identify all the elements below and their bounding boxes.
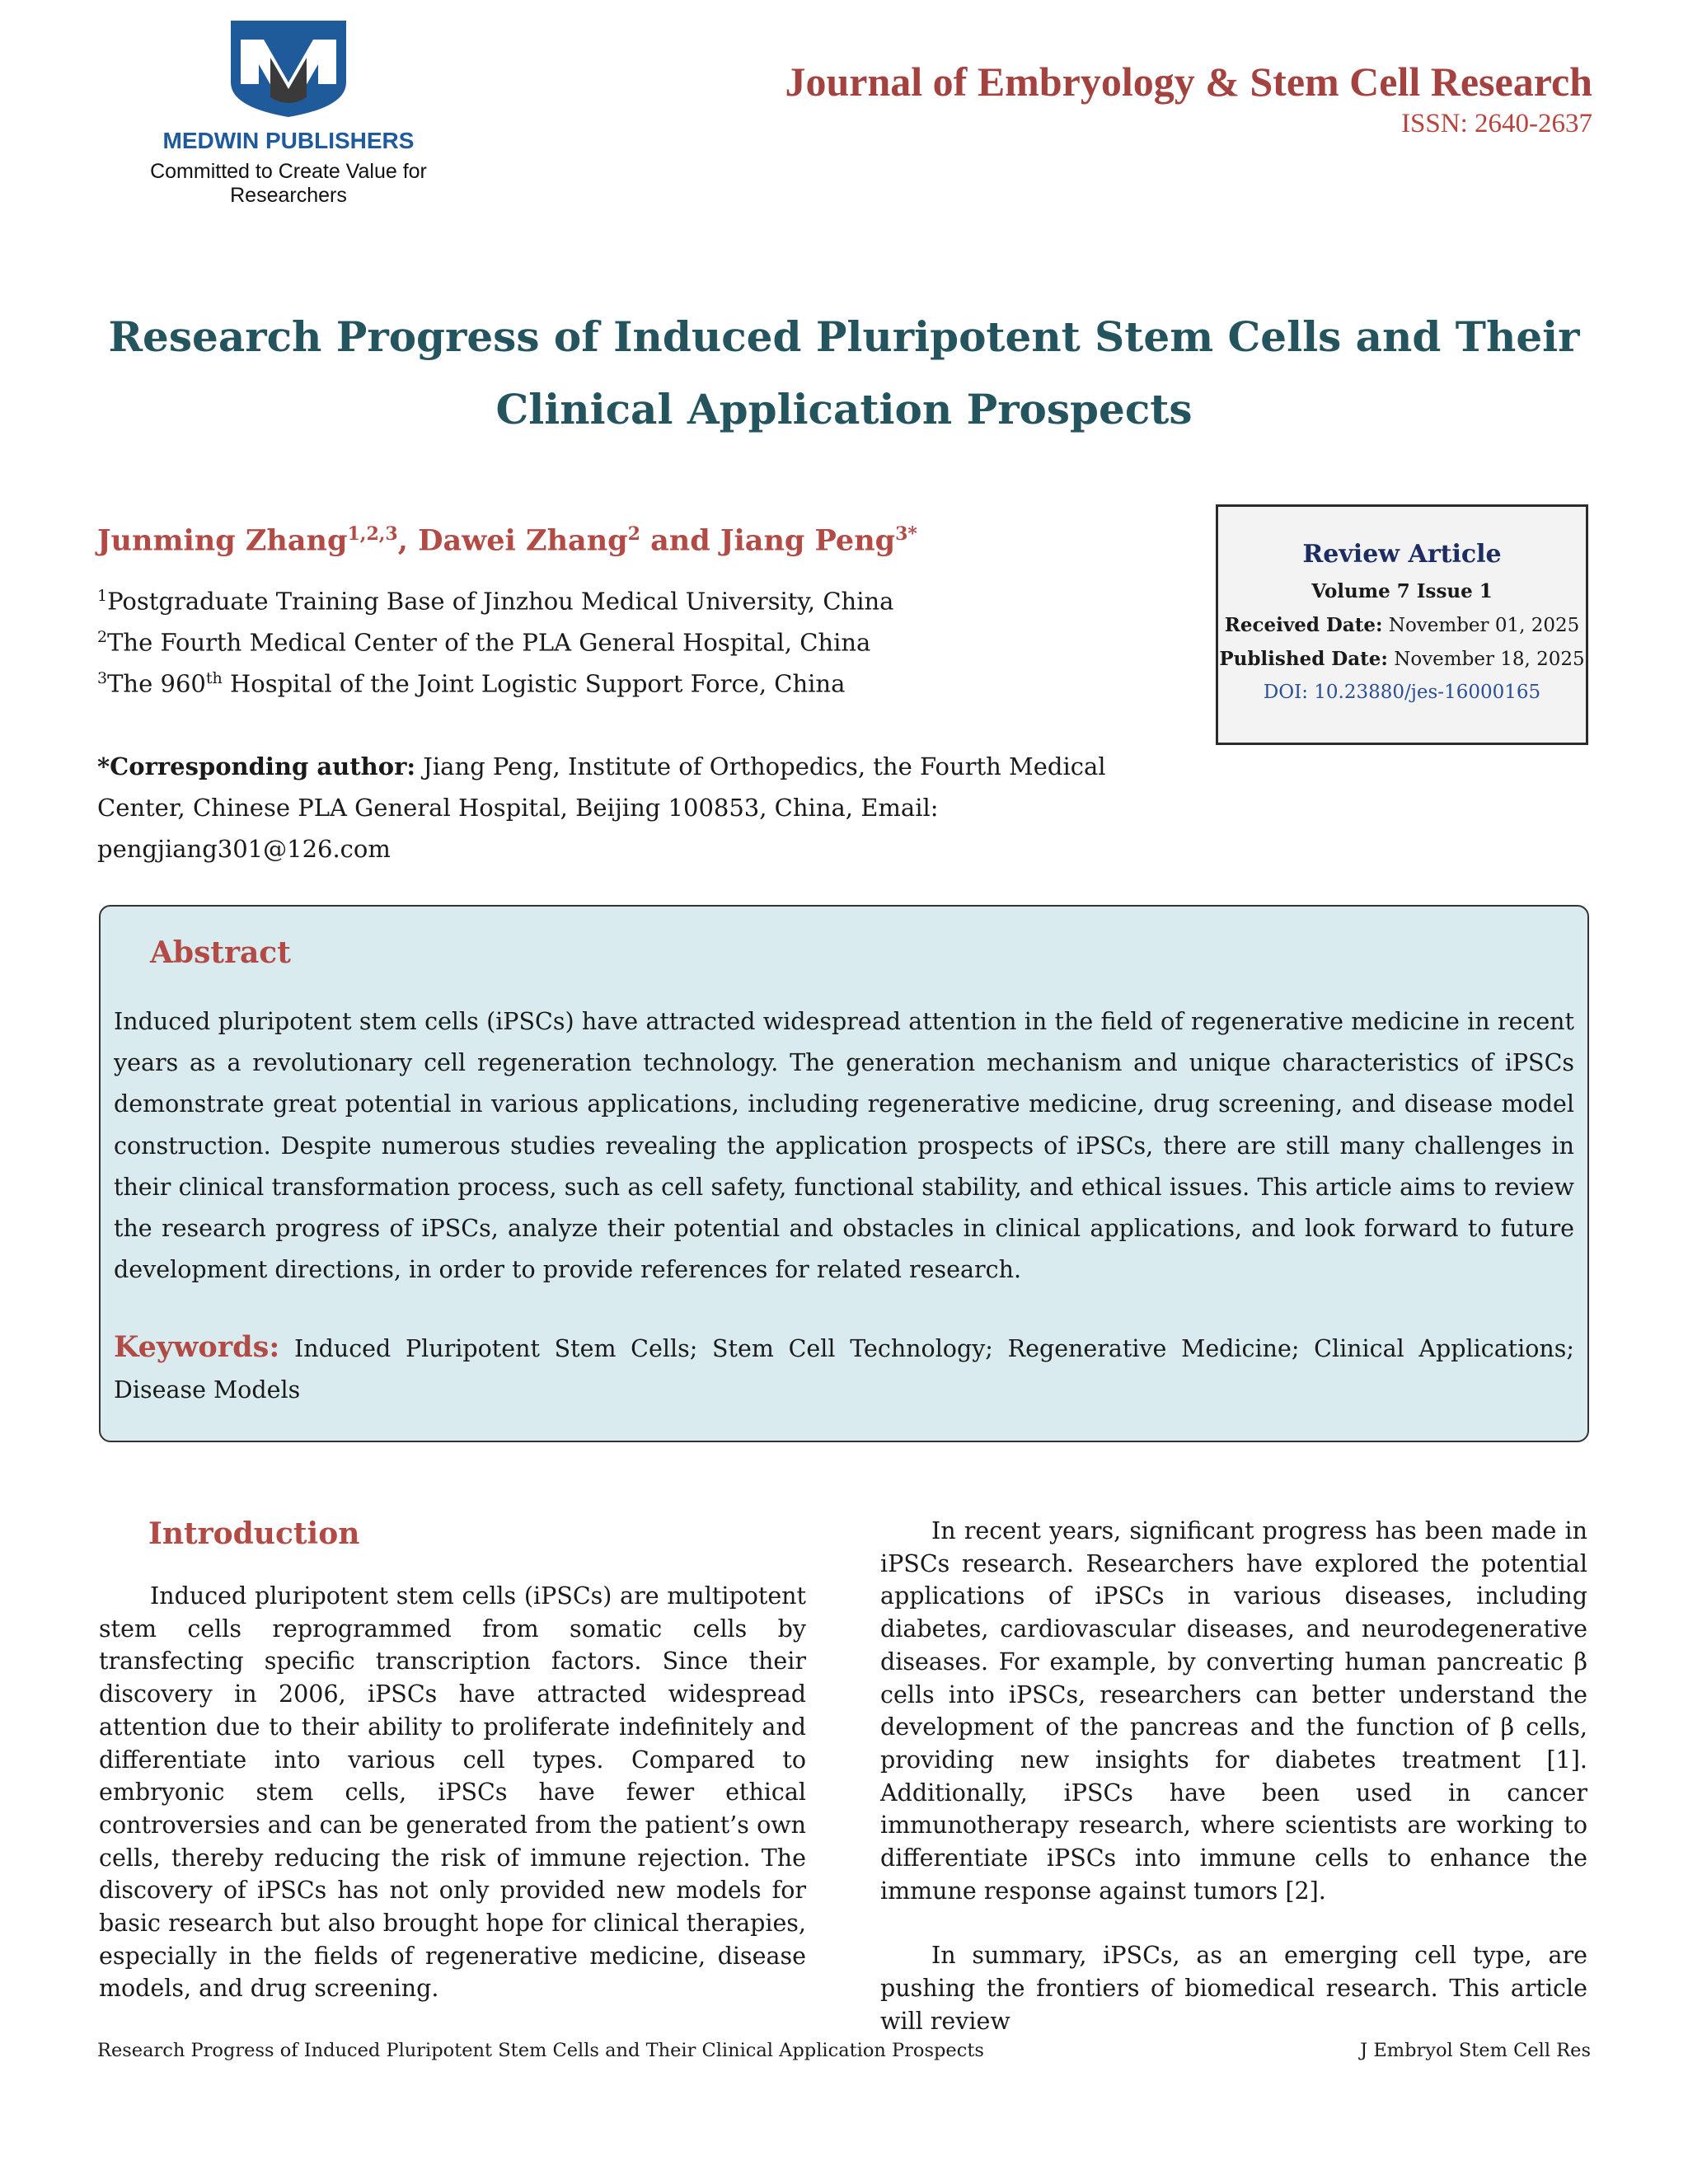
affiliation-text: Hospital of the Joint Logistic Support Force, China bbox=[222, 669, 846, 698]
received-value: November 01, 2025 bbox=[1382, 615, 1580, 636]
volume-issue: Volume 7 Issue 1 bbox=[1311, 580, 1493, 602]
author-separator: and bbox=[640, 523, 720, 558]
article-title: Research Progress of Induced Pluripotent Stem Cells and Their Clinical Application Prospects bbox=[108, 312, 1580, 434]
affiliation-text: The Fourth Medical Center of the PLA General Hospital, China bbox=[107, 628, 871, 657]
left-column bbox=[99, 1580, 806, 2005]
affiliation-number: 2 bbox=[97, 628, 108, 646]
abstract-box bbox=[99, 905, 1589, 1442]
affiliation-text: Postgraduate Training Base of Jinzhou Medical University, China bbox=[107, 587, 894, 616]
abstract-heading: Abstract bbox=[150, 935, 291, 970]
author-name: Junming Zhang bbox=[97, 523, 348, 558]
published-label: Published Date: bbox=[1219, 648, 1388, 670]
body-paragraph: In summary, iPSCs, as an emerging cell type, are pushing the frontiers of biomedical research. This article will review bbox=[880, 1942, 1587, 2035]
corresponding-label: *Corresponding author: bbox=[97, 752, 416, 780]
journal-header bbox=[785, 58, 1592, 139]
abstract-text: Induced pluripotent stem cells (iPSCs) have attracted widespread attention in the field of regenerative medicine in recent years as a revolutionary cell regeneration technology. The generation mechanism and unique characteristics of iPSCs demonstrate great potential in various applications, including regenerative medicine, drug screening, and disease model construction. Despite numerous studies revealing the application prospects of iPSCs, there are still many challenges in their clinical transformation process, such as cell safety, functional stability, and ethical issues. This article aims to review the research progress of iPSCs, analyze their potential and obstacles in clinical applications, and look forward to future development directions, in order to provide references for related research. bbox=[114, 1008, 1574, 1284]
body-paragraph: In recent years, significant progress has been made in iPSCs research. Researchers have explored the potential applications of iPSCs in various diseases, including diabetes, cardiovascular diseases, and neurodegenerative diseases. For example, by converting human pancreatic β cells into iPSCs, researchers can better understand the development of the pancreas and the function of β cells, providing new insights for diabetes treatment [1]. Additionally, iPSCs have been used in cancer immunotherapy research, where scientists are working to differentiate iPSCs into immune cells to enhance the immune response against tumors [2]. bbox=[880, 1517, 1587, 1905]
corresponding-details: Jiang Peng, Institute of Orthopedics, the Fourth Medical Center, Chinese PLA General Hospital, Beijing 100853, China, Email: pengjiang301@126.com bbox=[97, 752, 1106, 863]
article-type: Review Article bbox=[1302, 540, 1502, 569]
keywords-label: Keywords: bbox=[114, 1330, 280, 1364]
received-label: Received Date: bbox=[1224, 614, 1383, 636]
affiliation-number: 1 bbox=[97, 587, 108, 605]
affiliation-3 bbox=[97, 669, 845, 698]
article-info-box bbox=[1216, 504, 1588, 745]
doi-link[interactable]: DOI: 10.23880/jes-16000165 bbox=[1263, 682, 1541, 703]
received-date bbox=[1218, 614, 1586, 636]
journal-title: Journal of Embryology & Stem Cell Research bbox=[785, 59, 1592, 105]
keywords bbox=[114, 1327, 1574, 1411]
publisher-name: MEDWIN PUBLISHERS bbox=[162, 128, 415, 153]
affiliation-2 bbox=[97, 628, 870, 657]
author-affiliation-marker: 2 bbox=[627, 523, 640, 545]
affiliation-1 bbox=[97, 587, 893, 616]
affiliation-text-prefix: The 960 bbox=[107, 669, 206, 698]
published-date bbox=[1218, 648, 1586, 670]
footer-journal-abbrev: J Embryol Stem Cell Res bbox=[1360, 2040, 1591, 2061]
publisher-tagline: Committed to Create Value for Researchers bbox=[150, 160, 427, 207]
publisher-logo bbox=[91, 16, 486, 207]
footer-running-title: Research Progress of Induced Pluripotent Stem Cells and Their Clinical Application Prospects bbox=[97, 2040, 984, 2061]
ordinal-suffix: th bbox=[205, 669, 223, 687]
author-affiliation-marker: 1,2,3 bbox=[347, 523, 398, 545]
author-list bbox=[97, 523, 917, 558]
journal-issn: ISSN: 2640-2637 bbox=[1401, 109, 1592, 138]
introduction-heading: Introduction bbox=[148, 1516, 360, 1551]
corresponding-author bbox=[97, 746, 1169, 869]
author-affiliation-marker: 3* bbox=[895, 523, 917, 545]
author-name: Jiang Peng bbox=[720, 523, 896, 558]
author-separator: , bbox=[397, 523, 419, 558]
right-column bbox=[880, 1515, 1587, 2038]
author-name: Dawei Zhang bbox=[418, 523, 628, 558]
body-paragraph: Induced pluripotent stem cells (iPSCs) are multipotent stem cells reprogrammed from somatic cells by transfecting specific transcription factors. Since their discovery in 2006, iPSCs have attracted widespread attention due to their ability to proliferate indefinitely and differentiate into various cell types. Compared to embryonic stem cells, iPSCs have fewer ethical controversies and can be generated from the patient’s own cells, thereby reducing the risk of immune rejection. The discovery of iPSCs has not only provided new models for basic research but also brought hope for clinical therapies, especially in the fields of regenerative medicine, disease models, and drug screening. bbox=[99, 1582, 806, 2003]
published-value: November 18, 2025 bbox=[1387, 649, 1585, 670]
keywords-text: Induced Pluripotent Stem Cells; Stem Cell Technology; Regenerative Medicine; Clinical Applications; Disease Models bbox=[114, 1335, 1574, 1404]
medwin-logo-icon bbox=[223, 16, 354, 120]
affiliation-number: 3 bbox=[97, 669, 108, 687]
